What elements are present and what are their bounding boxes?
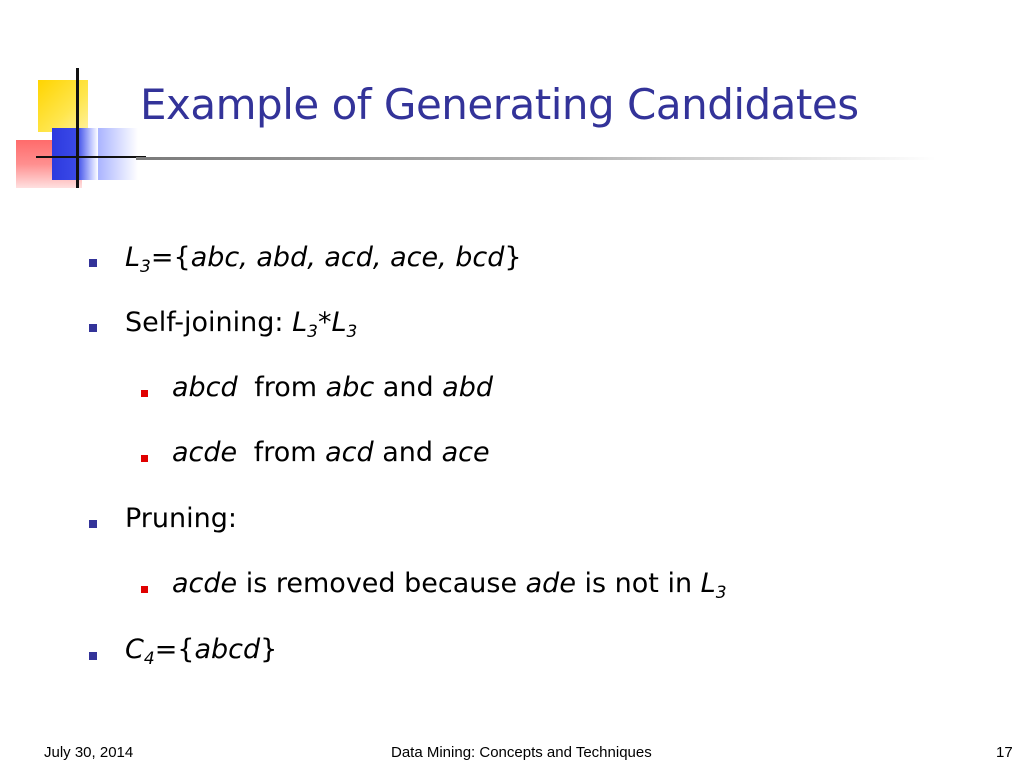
bullet-text: L bbox=[700, 568, 716, 599]
bullet-text: L bbox=[125, 242, 141, 273]
bullet-text: C bbox=[125, 634, 144, 665]
bullet-text: acde bbox=[172, 568, 238, 599]
bullet-marker bbox=[89, 324, 97, 332]
bullet-text: ade bbox=[525, 568, 576, 599]
sub-bullet-acde-removed bbox=[172, 568, 727, 603]
bullet-pruning bbox=[125, 503, 237, 534]
subscript: 3 bbox=[307, 322, 318, 342]
bullet-text: Self-joining: bbox=[125, 307, 293, 338]
bullet-marker bbox=[89, 652, 97, 660]
bullet-text: ace bbox=[441, 437, 490, 468]
bullet-marker bbox=[89, 259, 97, 267]
bullet-text: from bbox=[245, 437, 326, 468]
bullet-text: from bbox=[245, 372, 326, 403]
bullet-text: } bbox=[504, 242, 522, 273]
subscript: 3 bbox=[346, 322, 358, 342]
bullet-marker bbox=[89, 520, 97, 528]
slide-title: Example of Generating Candidates bbox=[140, 80, 859, 129]
sub-bullet-abcd bbox=[172, 372, 493, 403]
bullet-text: } bbox=[260, 634, 278, 665]
bullet-text: abcd bbox=[194, 634, 261, 665]
bullet-text: Pruning: bbox=[125, 503, 237, 534]
bullet-text: is not in bbox=[575, 568, 701, 599]
bullet-text: acde bbox=[172, 437, 238, 468]
page-number: 17 bbox=[996, 744, 1013, 761]
bullet-text: abcd bbox=[172, 372, 238, 403]
sub-bullet-marker bbox=[141, 390, 148, 397]
sub-bullet-acde bbox=[172, 437, 490, 468]
bullet-text: abc bbox=[325, 372, 375, 403]
bullet-self-joining bbox=[125, 307, 357, 342]
bullet-text: *L bbox=[317, 307, 347, 338]
bullet-text: ={ bbox=[150, 242, 191, 273]
bullet-text: is removed because bbox=[237, 568, 526, 599]
subscript: 4 bbox=[143, 649, 155, 669]
bullet-l3-set bbox=[125, 242, 522, 277]
bullet-c4-set bbox=[125, 634, 277, 669]
sub-bullet-marker bbox=[141, 586, 148, 593]
bullet-text: abc, abd, acd, ace, bcd bbox=[190, 242, 505, 273]
bullet-text: and bbox=[374, 372, 443, 403]
sub-bullet-marker bbox=[141, 455, 148, 462]
bullet-text: acd bbox=[325, 437, 374, 468]
subscript: 3 bbox=[715, 583, 727, 603]
subscript: 3 bbox=[140, 257, 151, 277]
bullet-text: abd bbox=[442, 372, 493, 403]
footer-date: July 30, 2014 bbox=[44, 744, 134, 761]
bullet-text: ={ bbox=[154, 634, 195, 665]
footer-title: Data Mining: Concepts and Techniques bbox=[391, 744, 652, 761]
bullet-text: and bbox=[373, 437, 442, 468]
bullet-text: L bbox=[292, 307, 308, 338]
